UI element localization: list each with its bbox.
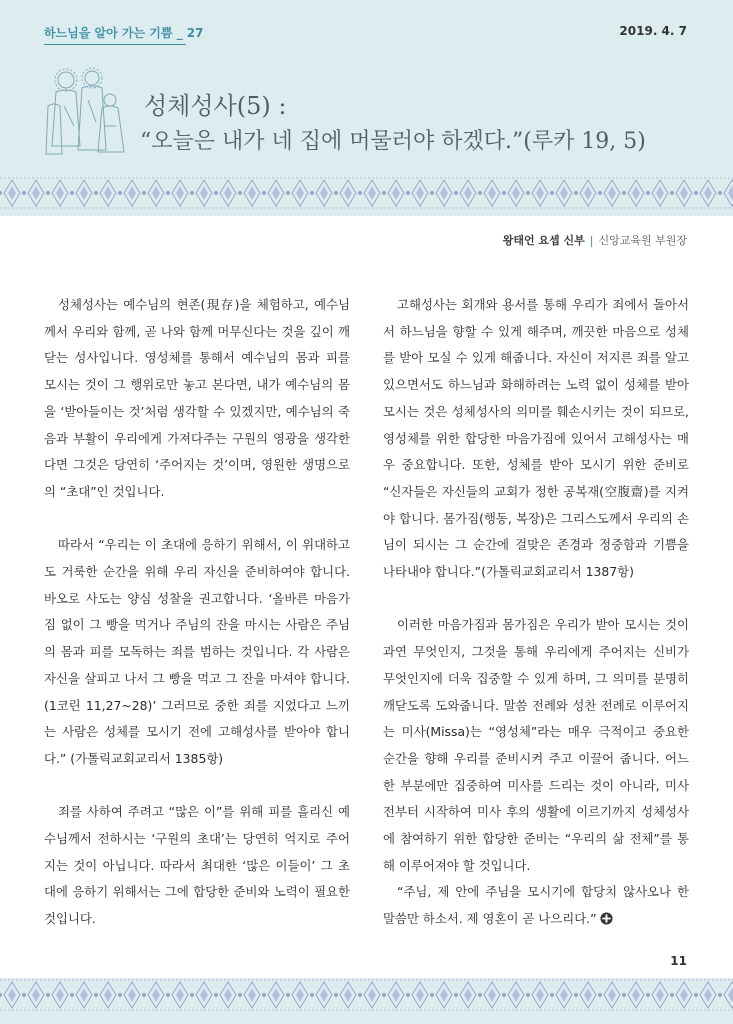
closing-prayer [383,879,689,932]
article-title: 성체성사(5) : [144,92,287,120]
right-column [383,292,689,960]
lace-border-top [0,176,733,210]
author-name: 왕태언 요셉 신부 [502,234,585,247]
closing-prayer-text: “주님, 제 안에 주님을 모시기에 합당치 않사오나 한 말씀만 하소서. 제 영혼이 곧 나으리다.” [383,884,689,927]
series-underline [44,44,186,45]
issue-date: 2019. 4. 7 [619,24,687,38]
cross-end-mark-icon [600,912,613,925]
lace-border-bottom [0,978,733,1024]
paragraph: 따라서 “우리는 이 초대에 응하기 위해서, 이 위대하고도 거룩한 순간을 위해 우리 자신을 준비하여야 합니다. 바오로 사도는 양심 성찰을 권고합니다. ‘올바른 마음가짐 없이 그 빵을 먹거나 주님의 잔을 마시는 사람은 주님의 몸과 피를 모독하는 죄를 범하는 것입니다. 각 사람은 자신을 살피고 나서 그 빵을 먹고 그 잔을 마셔야 합니다. (1코린 11,27~28)’ 그러므로 중한 죄를 지었다고 느끼는 사람은 성체를 모시기 전에 고해성사를 받아야 합니다.” (가톨릭교회교리서 1385항) [44,537,350,766]
left-column [44,292,350,960]
series-label: 하느님을 알아 가는 기쁨 _ 27 [44,26,204,40]
article-subtitle: “오늘은 내가 네 집에 머물러야 하겠다.”(루카 19, 5) [140,129,646,154]
paragraph: 죄를 사하여 주려고 “많은 이”를 위해 피를 흘리신 예수님께서 전하시는 ‘구원의 초대’는 당연히 억지로 주어지는 것이 아닙니다. 따라서 최대한 ‘많은 이들이’ 그 초대에 응하기 위해서는 그에 합당한 준비와 노력이 필요한 것입니다. [44,804,350,927]
byline-separator: | [589,234,594,247]
paragraph: 고해성사는 회개와 용서를 통해 우리가 죄에서 돌아서서 하느님을 향할 수 있게 해주며, 깨끗한 마음으로 성체를 받아 모실 수 있게 해줍니다. 자신이 저지른 죄를 알고 있으면서도 하느님과 화해하려는 노력 없이 성체를 받아 모시는 것은 성체성사의 의미를 훼손시키는 것이 되므로, 영성체를 위한 합당한 마음가짐에 있어서 고해성사는 매우 중요합니다. 또한, 성체를 받아 모시기 위한 준비로 “신자들은 자신들의 교회가 정한 공복재(空腹齋)를 지켜야 합니다. 몸가짐(행동, 복장)은 그리스도께서 우리의 손님이 되시는 그 순간에 걸맞은 존경과 정중함과 기쁨을 나타내야 합니다.”(가톨릭교회교리서 1387항) [383,297,689,580]
author-role: 신앙교육원 부원장 [598,234,687,247]
paragraph: 성체성사는 예수님의 현존(現存)을 체험하고, 예수님께서 우리와 함께, 곧 나와 함께 머무신다는 것을 깊이 깨닫는 성사입니다. 영성체를 통해서 예수님의 몸과 피를 모시는 것이 그 행위로만 놓고 본다면, 내가 예수님의 몸을 ‘받아들이는 것’처럼 생각할 수 있겠지만, 예수님의 죽음과 부활이 우리에게 가져다주는 구원의 영광을 생각한다면 그것은 당연히 ‘주어지는 것’이며, 영원한 생명으로의 “초대”인 것입니다. [44,297,350,499]
saints-illustration [44,66,130,158]
page-number: 11 [670,954,687,968]
paragraph: 이러한 마음가짐과 몸가짐은 우리가 받아 모시는 것이 과연 무엇인지, 그것을 통해 우리에게 주어지는 신비가 무엇인지에 더욱 집중할 수 있게 하며, 그 의미를 분명히 깨닫도록 도와줍니다. 말씀 전례와 성찬 전례로 이루어지는 미사(Missa)는 “영성체”라는 매우 극적이고 중요한 순간을 향해 우리를 준비시켜 주고 이끌어 줍니다. 어느 한 부분에만 집중하여 미사를 드리는 것이 아니라, 미사 전부터 시작하여 미사 후의 생활에 이르기까지 성체성사에 참여하기 위한 합당한 준비는 “우리의 삶 전체”를 통해 이루어져야 할 것입니다. [383,617,689,873]
author-byline [503,232,687,248]
